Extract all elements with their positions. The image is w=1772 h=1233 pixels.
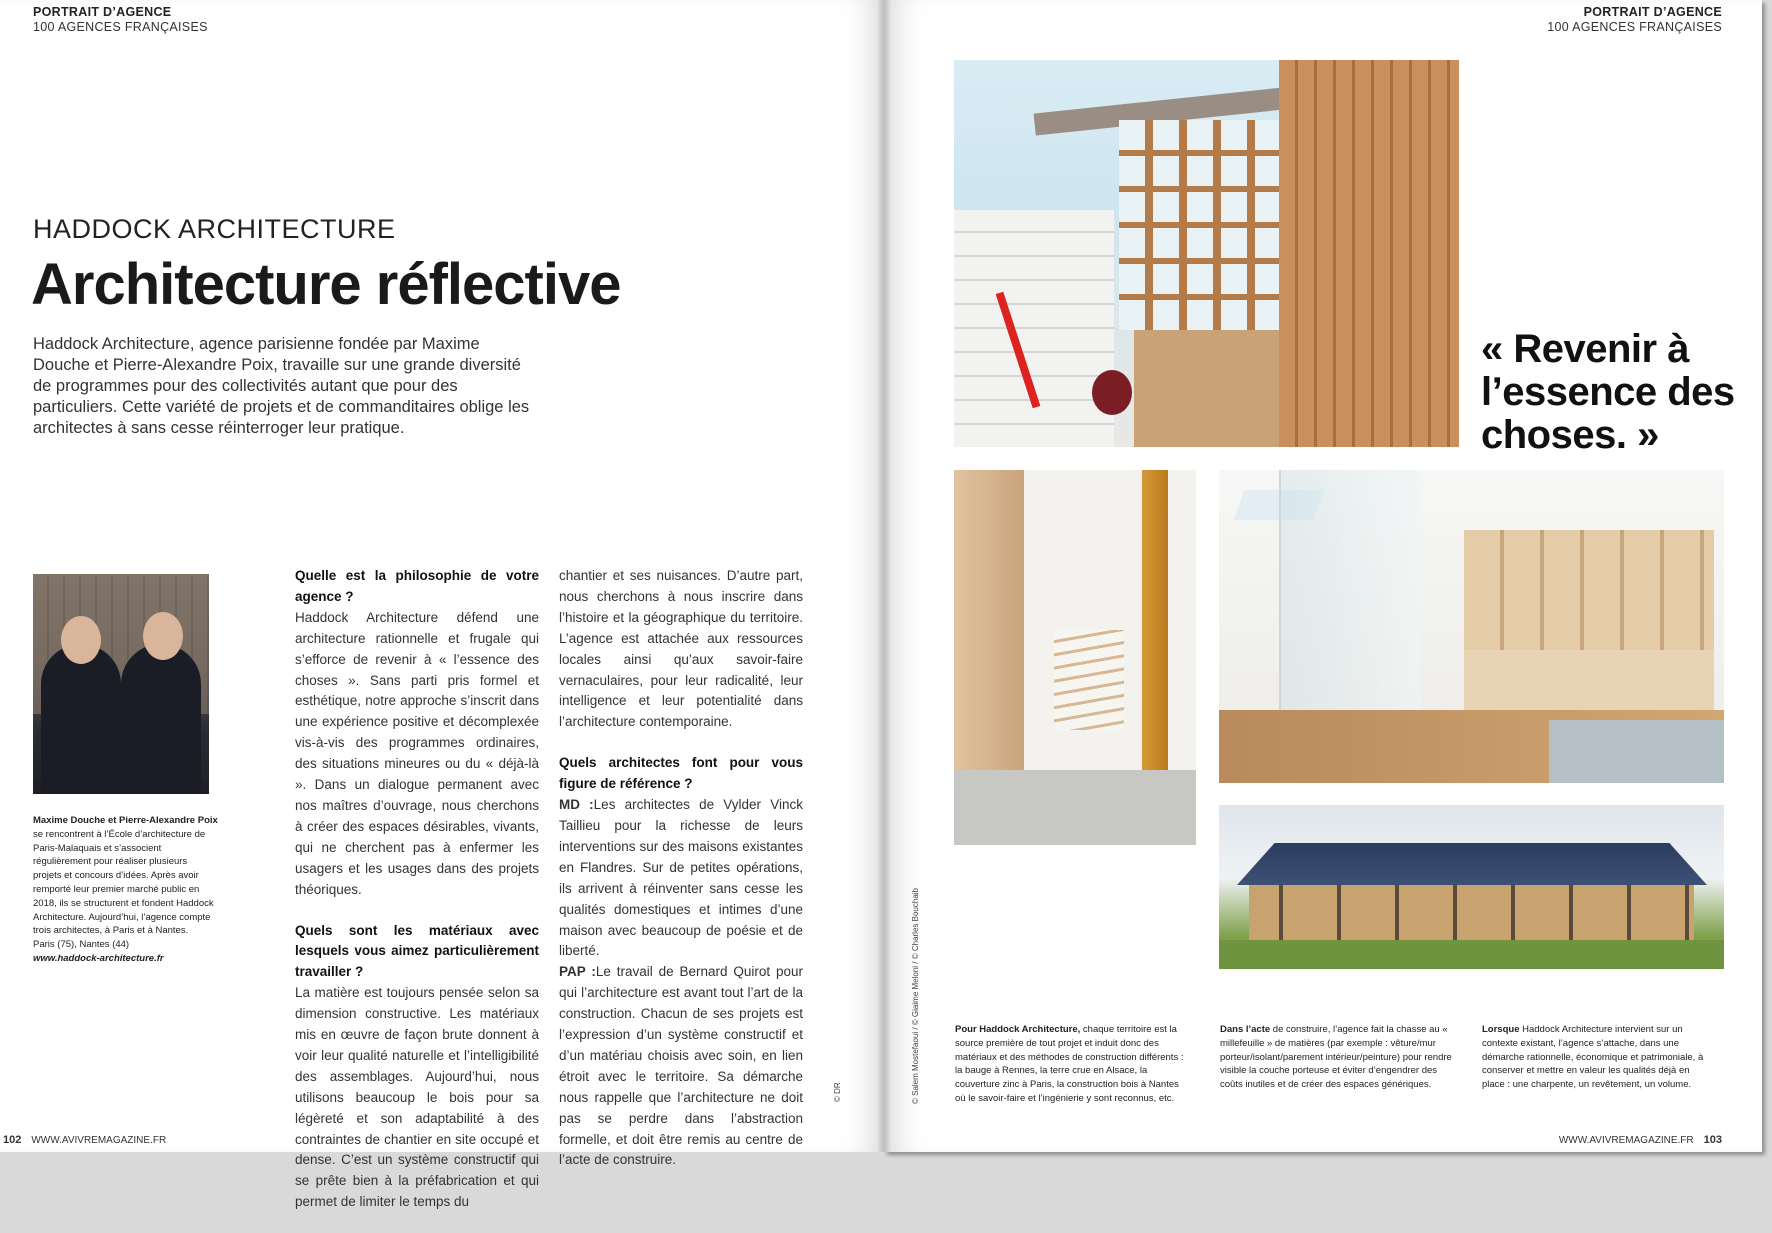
article-title: Architecture réflective [31,252,621,317]
page-number: 102 [3,1134,22,1146]
photo-credit-right: © Salem Mostefaoui / © Giaime Meloni / © Charles Bouchaib [911,888,920,1104]
wooden-house-exterior-photo [954,60,1459,447]
founders-portrait-photo [33,574,209,794]
answer-philosophy: Haddock Architecture défend une architecture rationnelle et frugale qui s’efforce de revenir à « l’essence des choses ». Sans parti pris formel et esthétique, notre approche s’inscrit dans une expérience positive et décomplexée vis-à-vis des programmes ordinaires, des situations mineures ou du « déjà-là ». Dans un dialogue permanent avec nos maîtres d’ouvrage, nous cherchons à créer des espaces désirables, vivants, qui ne cherchent pas à enfermer les usagers et les usages dans des projets théoriques. [295,609,539,897]
running-header [33,5,208,35]
portrait-caption [33,814,218,966]
caption-existing-context: Lorsque Haddock Architecture intervient sur un contexte existant, l’agence s’attache, dans une démarche rationnelle, économique et patrimoniale, à conserver et mettre en valeur les qualités déjà en place : une charpente, un revêtement, un volume. [1482,1024,1704,1091]
answer-pap: PAP :Le travail de Bernard Quirot pour qui l’architecture est avant tout l’art de la construction. Chacun de ses projets est l’expression d’un système constructif et d’un matériau choisis avec soin, en lien étroit avec le territoire. Sa démarche nous rappelle que l’architecture ne doit pas se perdre dans l’abstraction formelle, et doit être remis au centre de l’acte de construire. [559,964,804,1168]
bedroom-shelving-photo [1219,470,1724,783]
pull-quote: « Revenir à l’essence des choses. » [1481,327,1735,457]
question-materials: Quels sont les matériaux avec lesquels vous aimez particulièrement travailler ? [295,922,539,980]
caption-construction: Dans l’acte de construire, l’agence fait la chasse au « millefeuille » de matières (par exemple : vêture/mur porteur/isolant/parement intérieur/peinture) pour rendre visible la couche porteuse et éviter d’engendrer des coûts inutiles et de créer des espaces génériques. [1220,1024,1452,1091]
interior-staircase-photo [954,470,1196,845]
page-number: 103 [1703,1134,1722,1146]
footer-right [1559,1134,1722,1146]
footer-site: WWW.AVIVREMAGAZINE.FR [1558,1135,1694,1146]
caption-territory: Pour Haddock Architecture, chaque territoire est la source première de tout projet et induit donc des matériaux et des méthodes de construction différents : la bauge à Rennes, la terre crue en Alsace, la couverture zinc à Paris, la construction bois à Nantes où le savoir-faire et l’ingénierie y sont reconnus, etc. [955,1024,1184,1104]
solar-roof-building-photo [1219,805,1724,969]
series-label: 100 AGENCES FRANÇAISES [1547,20,1722,34]
article-intro: Haddock Architecture, agence parisienne fondée par Maxime Douche et Pierre-Alexandre Poix, travaille sur une grande diversité de programmes pour des collectivités autant que pour des particuliers. Cette variété de projets et de commanditaires oblige les architectes à sans cesse réinterroger leur pratique. [33,335,530,437]
series-label: 100 AGENCES FRANÇAISES [33,20,208,34]
spine-gutter [875,0,893,1152]
caption-text: se rencontrent à l’École d’architecture de Paris-Malaquais et s’associent régulièrement pour réaliser plusieurs projets et concours d’idées. Après avoir remporté leur premier marché public en 2018, ils se structurent et fondent Haddock Architecture. Aujourd’hui, l’agence compte trois architectes, à Paris et à Nantes. [33,828,214,937]
interview-column-1 [295,566,539,1233]
answer-materials-continued: chantier et ses nuisances. D’autre part, nous cherchons à nous inscrire dans l’histoire et la géographique du territoire. L’agence est attachée aux ressources locales ainsi qu’aux savoir-faire vernaculaires, pour leur radicalité, leur intelligence et leur potentialité dans l’architecture contemporaine. [559,568,803,730]
answer-md: MD :Les architectes de Vylder Vinck Taillieu pour la richesse de leurs interventions sur des maisons existantes en Flandres. Sur de petites opérations, ils arrivent à réinventer sans cesse les qualités domestiques et intimes d’une maison avec beaucoup de poésie et de liberté. [559,797,803,959]
footer-left [3,1134,166,1146]
section-label: PORTRAIT D’AGENCE [33,5,172,19]
interview-column-2 [559,566,803,1191]
agency-name: HADDOCK ARCHITECTURE [33,214,396,244]
answer-materials: La matière est toujours pensée selon sa dimension constructive. Les matériaux mis en œuvre de façon brute donnent à voir leur qualité naturelle et l’intelligibilité des assemblages. Aujourd’hui, nous utilisons beaucoup le bois pour sa légèreté et son adaptabilité à des contraintes de chantier en site occupé et dense. C’est un système constructif qui se prête bien à la préfabrication et qui permet de limiter le temps du [295,985,539,1210]
section-label: PORTRAIT D’AGENCE [1583,5,1722,19]
question-references: Quels architectes font pour vous figure de référence ? [559,755,803,792]
running-header [1547,5,1722,35]
left-page [0,0,884,1210]
footer-site: WWW.AVIVREMAGAZINE.FR [31,1135,167,1146]
caption-location: Paris (75), Nantes (44) [33,939,130,951]
caption-names: Maxime Douche et Pierre-Alexandre Poix [33,815,218,826]
photo-credit-left: © DR [833,1082,842,1102]
question-philosophy: Quelle est la philosophie de votre agence ? [295,568,539,604]
agency-website-link[interactable]: www.haddock-architecture.fr [33,952,164,964]
